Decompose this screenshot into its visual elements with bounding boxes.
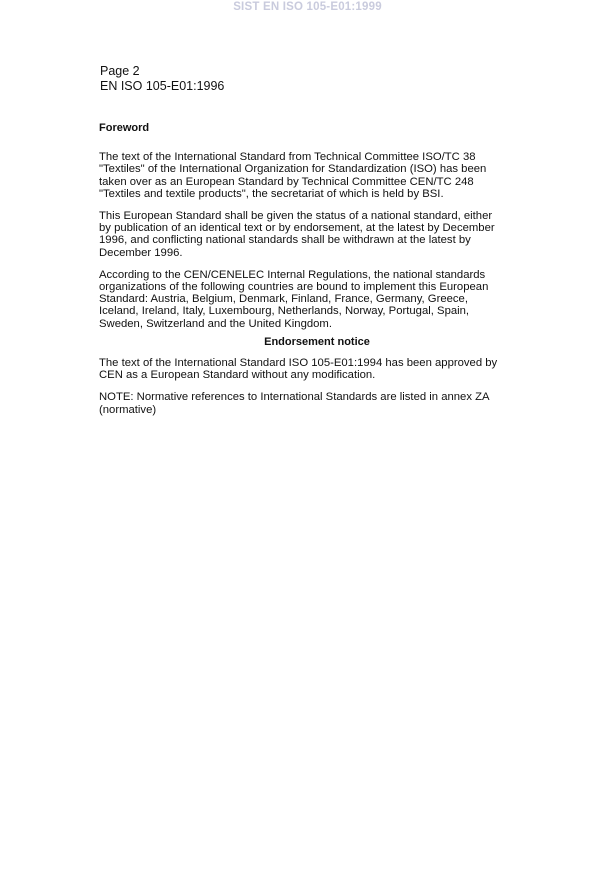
normative-note: NOTE: Normative references to International Standards are listed in annex ZA (normative) [99, 391, 490, 416]
watermark: SIST EN ISO 105-E01:1999 [233, 1, 382, 13]
foreword-paragraph: The text of the International Standard from Technical Committee ISO/TC 38 "Textiles" of the International Organization for Standardization (ISO) has been taken over as an European Standard by Technical Committee CEN/TC 248 "Textiles and textile products", the secretariat of which is held by BSI. [99, 151, 487, 200]
page-header [100, 64, 224, 94]
standard-identifier: EN ISO 105-E01:1996 [100, 79, 225, 93]
endorsement-paragraph: The text of the International Standard ISO 105-E01:1994 has been approved by CEN as a European Standard without any modification. [99, 357, 498, 382]
page-number: Page 2 [100, 64, 140, 78]
endorsement-heading: Endorsement notice [264, 335, 370, 348]
foreword-paragraph: This European Standard shall be given the status of a national standard, either by publication of an identical text or by endorsement, at the latest by December 1996, and conflicting national standards shall be withdrawn at the latest by December 1996. [99, 210, 495, 259]
foreword-heading: Foreword [99, 122, 150, 134]
foreword-paragraph: According to the CEN/CENELEC Internal Regulations, the national standards organizations of the following countries are bound to implement this European Standard: Austria, Belgium, Denmark, Finland, France, Germany, Greece, Iceland, Ireland, Italy, Luxembourg, Netherlands, Norway, Portugal, Spain, Sweden, Switzerland and the United Kingdom. [99, 268, 489, 330]
document-body [99, 122, 535, 426]
